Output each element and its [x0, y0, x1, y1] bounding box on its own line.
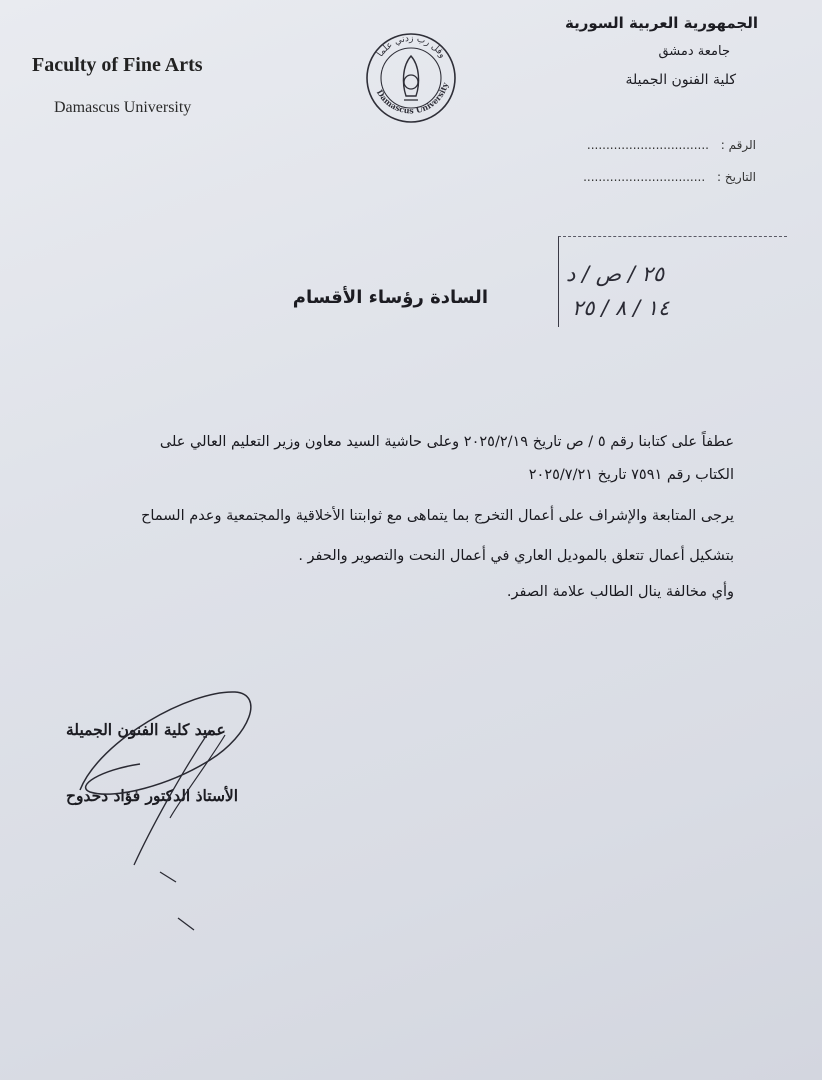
- signatory-name: الأستاذ الدكتور فؤاد دحدوح: [66, 786, 239, 805]
- reference-date-row: التاريخ : ................................: [583, 170, 756, 184]
- body-line-2: الكتاب رقم ٧٥٩١ تاريخ ٢٠٢٥/٧/٢١: [528, 467, 734, 483]
- faculty-name-ar: كلية الفنون الجميلة: [625, 72, 736, 88]
- svg-text:وقل رب زدني علما: وقل رب زدني علما: [375, 33, 448, 61]
- body-line-3: يرجى المتابعة والإشراف على أعمال التخرج بما يتماهى مع ثوابتنا الأخلاقية والمجتمعية وعدم السماح: [141, 508, 734, 524]
- university-name-ar: جامعة دمشق: [658, 44, 730, 59]
- date-value: ................................: [583, 170, 706, 184]
- handwritten-ref-number: ٢٥ / ص / د: [566, 262, 665, 286]
- date-label: التاريخ: [724, 170, 756, 184]
- number-label: الرقم: [728, 138, 756, 152]
- republic-name-ar: الجمهورية العربية السورية: [565, 14, 758, 32]
- body-line-4: بتشكيل أعمال تتعلق بالموديل العاري في أعمال النحت والتصوير والحفر .: [298, 548, 734, 564]
- faculty-title-en: Faculty of Fine Arts: [32, 54, 203, 76]
- body-line-1: عطفاً على كتابنا رقم ٥ / ص تاريخ ٢٠٢٥/٢/١٩ وعلى حاشية السيد معاون وزير التعليم العالي على: [159, 434, 734, 450]
- svg-text:Damascus University: Damascus University: [374, 81, 451, 116]
- body-line-5: وأي مخالفة ينال الطالب علامة الصفر.: [506, 584, 734, 600]
- addressee: السادة رؤساء الأقسام: [292, 287, 488, 308]
- university-seal-logo: [362, 24, 460, 132]
- handwritten-ref-date: ١٤ / ٨ / ٢٥: [572, 296, 670, 320]
- university-name-en: Damascus University: [54, 99, 192, 116]
- signatory-title: عميد كلية الفنون الجميلة: [66, 720, 226, 739]
- reference-number-row: الرقم : ................................: [586, 138, 756, 152]
- number-value: ................................: [586, 138, 709, 152]
- handwritten-signature: [60, 680, 320, 940]
